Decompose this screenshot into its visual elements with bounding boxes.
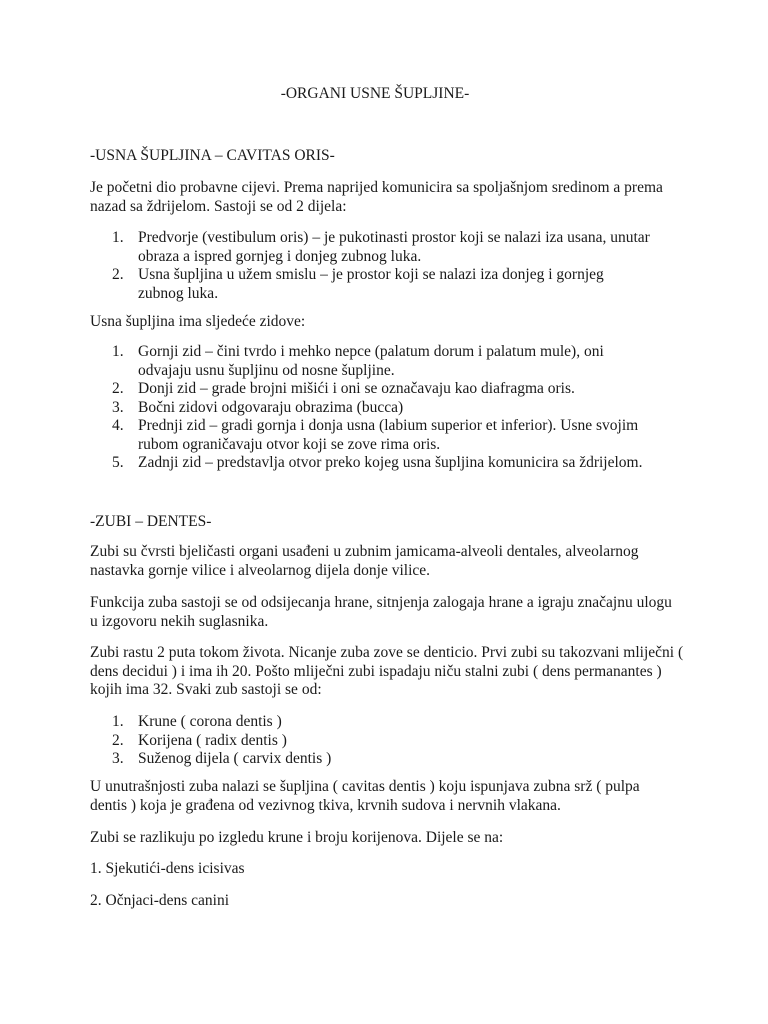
list-item-text: Gornji zid – čini tvrdo i mehko nepce (palatum dorum i palatum mule), oni odvajaju usnu šupljinu od nosne šupljine. [138, 343, 604, 379]
list-item-number: 1. [112, 343, 124, 360]
teeth-paragraph-2: Funkcija zuba sastoji se od odsijecanja hrane, sitnjenja zalogaja hrane a igraju značajnu ulogu u izgovoru nekih suglasnika. [90, 594, 672, 630]
tooth-type-2: 2. Očnjaci-dens canini [90, 892, 230, 909]
list-item-text: Usna šupljina u užem smislu – je prostor koji se nalazi iza donjeg i gornjeg zubnog luka. [138, 266, 604, 302]
list-item-number: 2. [112, 266, 124, 283]
section-heading-usna-supljina: -USNA ŠUPLJINA – CAVITAS ORIS- [90, 147, 335, 164]
list-item [90, 454, 650, 473]
list-item-text: Donji zid – grade brojni mišići i oni se označavaju kao diafragma oris. [138, 380, 575, 397]
list-item [90, 732, 650, 751]
list-item-text: Krune ( corona dentis ) [138, 713, 282, 730]
list-item [90, 229, 650, 266]
list-item-number: 1. [112, 229, 124, 246]
teeth-paragraph-5: Zubi se razlikuju po izgledu krune i broju korijenova. Dijele se na: [90, 829, 504, 846]
mouth-parts-list [90, 229, 650, 303]
tooth-parts-list [90, 713, 650, 769]
list-item-text: Predvorje (vestibulum oris) – je pukotinasti prostor koji se nalazi iza usana, unutar obraza a ispred gornjeg i donjeg zubnog luka. [138, 229, 650, 265]
list-item-text: Korijena ( radix dentis ) [138, 731, 287, 749]
list-item-number: 5. [112, 454, 124, 471]
list-item [90, 343, 650, 380]
tooth-type-1: 1. Sjekutići-dens icisivas [90, 860, 245, 877]
section1-intro-paragraph: Je početni dio probavne cijevi. Prema naprijed komunicira sa spoljašnjom sredinom a prema nazad sa ždrijelom. Sastoji se od 2 dijela: [90, 179, 663, 215]
teeth-paragraph-4: U unutrašnjosti zuba nalazi se šupljina ( cavitas dentis ) koju ispunjava zubna srž ( pulpa dentis ) koja je građena od vezivnog tkiva, krvnih sudova i nervnih vlakana. [90, 778, 640, 814]
list-item-number: 2. [112, 731, 124, 749]
section-heading-zubi: -ZUBI – DENTES- [90, 513, 212, 530]
list-item [90, 380, 650, 399]
list-item [90, 750, 650, 769]
list-item-number: 2. [112, 380, 124, 397]
teeth-paragraph-1: Zubi su čvrsti bjeličasti organi usađeni u zubnim jamicama-alveoli dentales, alveolarnog nastavka gornje vilice i alveolarnog dijela donje vilice. [90, 543, 639, 579]
list-item-text: Bočni zidovi odgovaraju obrazima (bucca) [138, 398, 404, 416]
document-page [90, 0, 690, 1024]
list-item-text: Suženog dijela ( carvix dentis ) [138, 750, 332, 767]
walls-intro-paragraph: Usna šupljina ima sljedeće zidove: [90, 313, 306, 330]
list-item-number: 1. [112, 713, 124, 730]
list-item [90, 713, 650, 732]
list-item [90, 266, 650, 303]
list-item-number: 3. [112, 750, 124, 767]
walls-list [90, 343, 650, 473]
list-item-text: Prednji zid – gradi gornja i donja usna (labium superior et inferior). Usne svojim rubom ograničavaju otvor koji se zove rima oris. [138, 417, 639, 453]
document-title: -ORGANI USNE ŠUPLJINE- [280, 85, 470, 102]
list-item-text: Zadnji zid – predstavlja otvor preko kojeg usna šupljina komunicira sa ždrijelom. [138, 454, 643, 471]
list-item [90, 417, 650, 454]
list-item-number: 4. [112, 417, 124, 434]
teeth-paragraph-3: Zubi rastu 2 puta tokom života. Nicanje zuba zove se denticio. Prvi zubi su takozvani mliječni ( dens decidui ) i ima ih 20. Pošto mliječni zubi ispadaju niču stalni zubi ( dens permanantes ) kojih ima 32. Svaki zub sastoji se od: [90, 644, 684, 698]
list-item [90, 399, 650, 418]
list-item-number: 3. [112, 398, 124, 416]
